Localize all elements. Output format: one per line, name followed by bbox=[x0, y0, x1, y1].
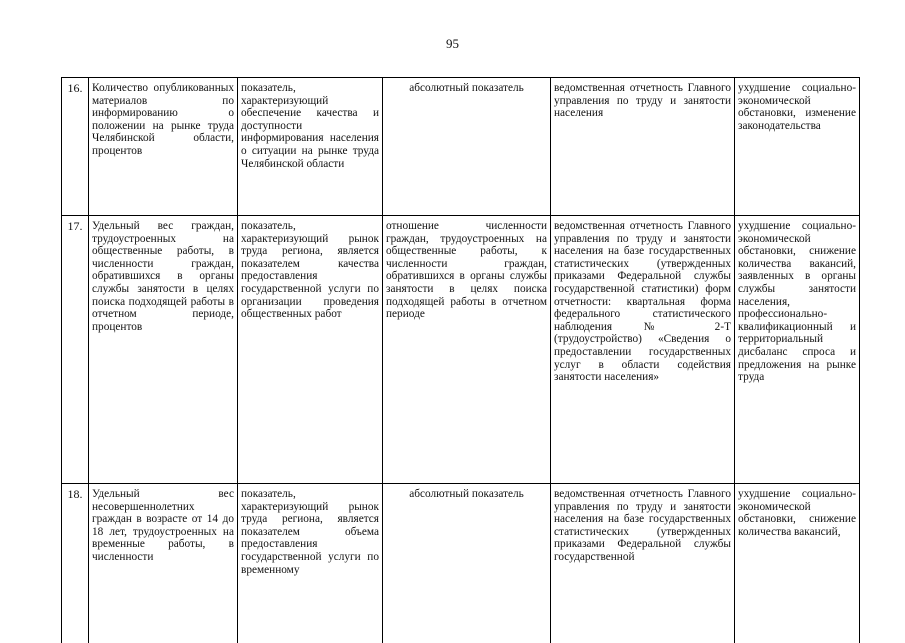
calculation-method-cell: абсолютный показатель bbox=[383, 484, 551, 643]
calculation-method-cell: отношение численности граждан, трудоустроенных на общественные работы, к численности граждан, обратившихся в органы службы занятости в целях поиска подходящей работы в отчетном периоде bbox=[383, 216, 551, 484]
indicator-name-cell: Удельный вес граждан, трудоустроенных на общественные работы, в численности граждан, обратившихся в органы службы занятости в целях поиска подходящей работы в отчетном периоде, процентов bbox=[89, 216, 238, 484]
table-row bbox=[62, 484, 860, 643]
risk-factors-cell: ухудшение социально-экономической обстановки, снижение количества вакансий, заявленных в органы службы занятости населения, профессионально-квалификационный и территориальный дисбаланс спроса и предложения на рынке труда bbox=[735, 216, 860, 484]
indicator-description-cell: показатель, характеризующий обеспечение качества и доступности информирования населения о ситуации на рынке труда Челябинской области bbox=[238, 78, 383, 216]
row-number: 16. bbox=[62, 78, 89, 216]
page-number: 95 bbox=[0, 36, 905, 52]
risk-factors-cell: ухудшение социально-экономической обстановки, снижение количества вакансий, bbox=[735, 484, 860, 643]
table-row bbox=[62, 78, 860, 216]
indicator-name-cell: Удельный вес несовершеннолетних граждан в возрасте от 14 до 18 лет, трудоустроенных на временные работы, в численности bbox=[89, 484, 238, 643]
indicator-description-cell: показатель, характеризующий рынок труда региона, является показателем объема предоставления государственной услуги по временному bbox=[238, 484, 383, 643]
indicator-description-cell: показатель, характеризующий рынок труда региона, является показателем качества предоставления государственной услуги по организации проведения общественных работ bbox=[238, 216, 383, 484]
risk-factors-cell: ухудшение социально-экономической обстановки, изменение законодательства bbox=[735, 78, 860, 216]
data-source-cell: ведомственная отчетность Главного управления по труду и занятости населения на базе государственных статистических (утвержденных приказами Федеральной службы государственной статистики) форм отчетности: квартальная форма федерального статистического наблюдения № 2-Т (трудоустройство) «Сведения о предоставлении государственных услуг в области содействия занятости населения» bbox=[551, 216, 735, 484]
table-row bbox=[62, 216, 860, 484]
indicator-name-cell: Количество опубликованных материалов по информированию о положении на рынке труда Челябинской области, процентов bbox=[89, 78, 238, 216]
data-source-cell: ведомственная отчетность Главного управления по труду и занятости населения bbox=[551, 78, 735, 216]
indicators-table bbox=[61, 77, 860, 643]
row-number: 17. bbox=[62, 216, 89, 484]
calculation-method-cell: абсолютный показатель bbox=[383, 78, 551, 216]
data-source-cell: ведомственная отчетность Главного управления по труду и занятости населения на базе государственных статистических (утвержденных приказами Федеральной службы государственной bbox=[551, 484, 735, 643]
row-number: 18. bbox=[62, 484, 89, 643]
